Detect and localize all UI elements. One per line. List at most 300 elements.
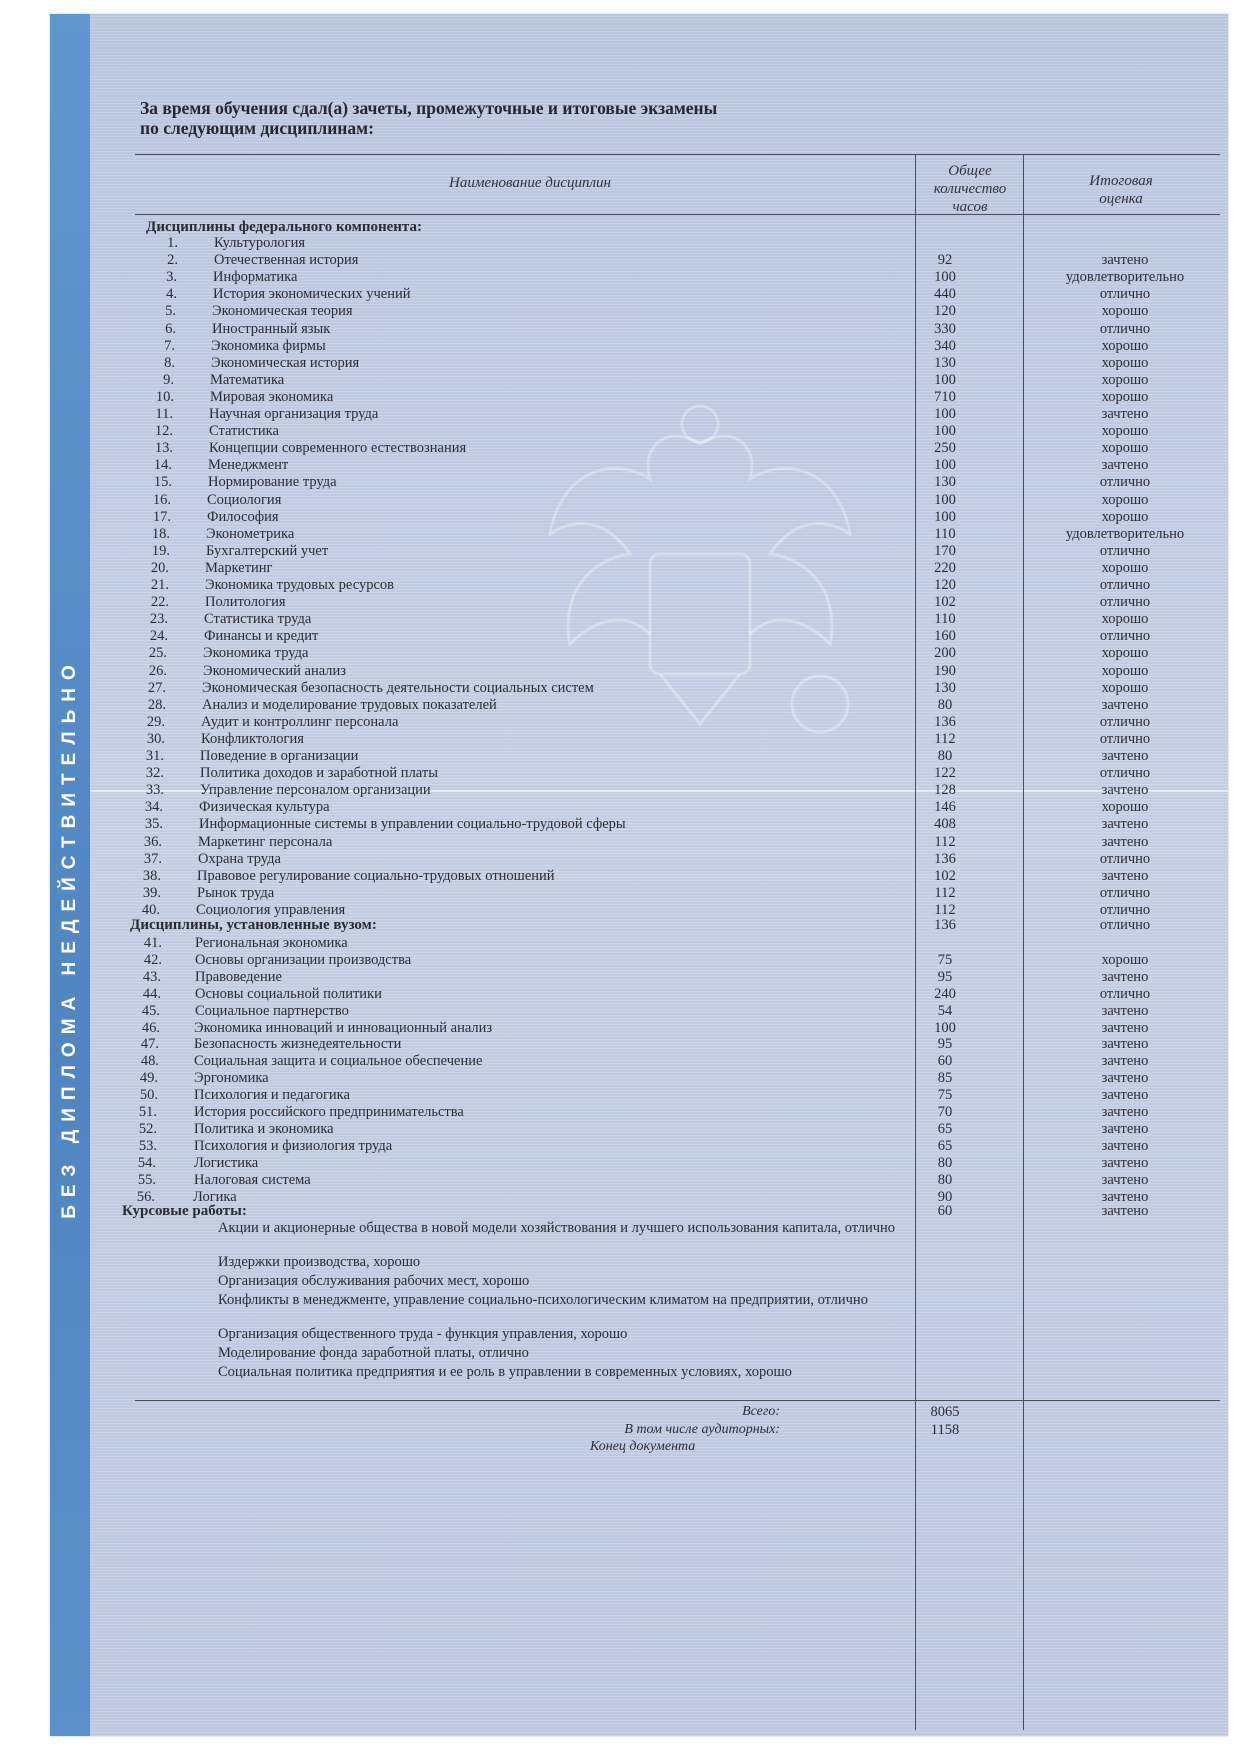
hours-cell: 100 (934, 491, 956, 508)
table-row (50, 1103, 1228, 1121)
grade-cell: хорошо (1101, 799, 1149, 816)
hours-cell: 100 (934, 423, 956, 440)
university-header-values (50, 916, 1228, 934)
discipline-name: Рынок труда (197, 884, 275, 901)
hours-cell: 130 (934, 354, 956, 371)
discipline-name: Нормирование труда (208, 474, 337, 491)
table-row (50, 405, 1228, 423)
hours-cell: 75 (937, 951, 953, 968)
discipline-name: Социальное партнерство (195, 1002, 349, 1019)
table-row (50, 542, 1228, 560)
grade-cell: хорошо (1101, 679, 1149, 696)
grade-cell: зачтено (1101, 1104, 1149, 1120)
row-number: 14. (153, 457, 172, 474)
table-row (50, 867, 1228, 885)
grade-cell: хорошо (1101, 951, 1149, 968)
grade-cell: зачтено (1101, 1120, 1149, 1137)
row-number: 51. (138, 1104, 157, 1120)
table-row (50, 285, 1228, 303)
coursework-item: Конфликты в менеджменте, управление социально-психологическим климатом на предприятии, отлично (218, 1292, 868, 1308)
grade-cell: зачтено (1101, 1070, 1149, 1087)
discipline-name: Математика (210, 371, 285, 388)
grade-cell: зачтено (1101, 833, 1149, 850)
table-row (50, 1120, 1228, 1138)
grade-cell: зачтено (1101, 816, 1149, 833)
grade-cell: удовлетворительно (1065, 525, 1185, 542)
table-row (50, 764, 1228, 782)
table-totals-rule (135, 1400, 1220, 1401)
table-row (50, 1052, 1228, 1070)
hours-cell: 60 (937, 1053, 953, 1070)
row-number: 8. (164, 354, 175, 371)
discipline-name: Экономическая безопасность деятельности социальных систем (202, 679, 594, 696)
table-row (50, 968, 1228, 986)
hours-cell: 110 (934, 611, 956, 628)
table-row (50, 662, 1228, 680)
hours-cell: 70 (937, 1104, 953, 1120)
hours-cell: 170 (934, 542, 956, 559)
discipline-name: Экономика труда (203, 645, 309, 662)
grade-cell: зачтено (1101, 696, 1149, 713)
hours-cell: 90 (937, 1188, 953, 1205)
table-row (50, 781, 1228, 799)
table-row (50, 1154, 1228, 1172)
row-number: 26. (148, 662, 167, 679)
grade-cell: отлично (1099, 917, 1151, 933)
discipline-name: Научная организация труда (209, 406, 379, 422)
column-header-name: Наименование дисциплин (449, 175, 611, 191)
table-row (50, 337, 1228, 355)
hours-cell: 200 (934, 645, 956, 662)
grade-cell: удовлетворительно (1065, 269, 1185, 286)
table-row (50, 320, 1228, 338)
discipline-name: Политика и экономика (194, 1120, 334, 1137)
table-row (50, 951, 1228, 969)
discipline-name: Мировая экономика (210, 388, 334, 405)
hours-cell: 146 (934, 799, 956, 816)
hours-cell: 136 (934, 713, 956, 730)
table-row (50, 268, 1228, 286)
discipline-name: Менеджмент (208, 457, 289, 474)
discipline-name: Маркетинг (205, 559, 273, 576)
section-federal: Дисциплины федерального компонента: (146, 219, 422, 235)
row-number: 19. (151, 542, 170, 559)
grade-cell: зачтено (1101, 1137, 1149, 1154)
hours-cell: 160 (934, 628, 956, 645)
discipline-name: Политология (205, 594, 286, 611)
hours-cell: 120 (934, 577, 956, 593)
discipline-name: Экономическая история (211, 354, 360, 371)
discipline-name: Управление персоналом организации (200, 782, 431, 799)
hours-cell: 110 (934, 525, 956, 542)
table-row (50, 473, 1228, 491)
hours-cell: 100 (934, 269, 956, 286)
hours-cell: 80 (937, 1171, 953, 1188)
row-number: 20. (150, 559, 169, 576)
coursework-header-values (50, 1202, 1228, 1220)
discipline-name: Охрана труда (198, 850, 281, 867)
coursework-item: Организация обслуживания рабочих мест, хорошо (218, 1273, 530, 1289)
row-number: 47. (140, 1036, 159, 1053)
hours-cell: 80 (937, 1154, 953, 1171)
grade-cell: зачтено (1101, 782, 1149, 799)
table-row (50, 730, 1228, 748)
hours-cell: 120 (934, 303, 956, 320)
discipline-name: Поведение в организации (200, 748, 359, 764)
row-number: 3. (166, 269, 177, 286)
discipline-name: Физическая культура (199, 799, 330, 816)
document-sheet (50, 14, 1228, 1736)
row-number: 54. (137, 1154, 156, 1171)
grade-cell: хорошо (1101, 388, 1149, 405)
grade-cell: зачтено (1101, 1203, 1149, 1219)
hours-cell: 250 (934, 440, 956, 457)
table-row (50, 388, 1228, 406)
discipline-name: Безопасность жизнедеятельности (194, 1036, 402, 1053)
row-number: 52. (138, 1120, 157, 1137)
row-number: 44. (142, 985, 161, 1002)
heading-line-1: За время обучения сдал(а) зачеты, промежуточные и итоговые экзамены (140, 98, 718, 118)
row-number: 10. (155, 388, 174, 405)
table-row (50, 525, 1228, 543)
row-number: 35. (144, 816, 163, 833)
grade-cell: зачтено (1101, 1188, 1149, 1205)
grade-cell: отлично (1099, 713, 1151, 730)
row-number: 9. (163, 371, 174, 388)
table-row (50, 833, 1228, 851)
discipline-name: Конфликтология (201, 730, 304, 747)
row-number: 42. (143, 951, 162, 968)
table-row (50, 371, 1228, 389)
discipline-name: Иностранный язык (212, 320, 331, 337)
grade-cell: зачтено (1101, 748, 1149, 764)
hours-cell: 112 (934, 884, 956, 901)
hours-cell: 65 (937, 1120, 953, 1137)
hours-cell: 80 (937, 696, 953, 713)
row-number: 39. (142, 884, 161, 901)
hours-cell: 190 (934, 662, 956, 679)
discipline-name: Логистика (194, 1154, 259, 1171)
discipline-name: Эргономика (194, 1070, 269, 1087)
grade-cell: отлично (1099, 577, 1151, 593)
grade-cell: отлично (1099, 730, 1151, 747)
grade-cell: зачтено (1101, 1036, 1149, 1053)
hours-cell: 85 (937, 1070, 953, 1087)
total-label: Всего: (742, 1404, 780, 1419)
table-top-rule (135, 154, 1220, 155)
hours-cell: 95 (937, 1036, 953, 1053)
grade-cell: хорошо (1101, 371, 1149, 388)
table-row (50, 713, 1228, 731)
row-number: 53. (138, 1137, 157, 1154)
total-value: 8065 (930, 1404, 960, 1420)
row-number: 7. (164, 337, 175, 354)
discipline-name: Региональная экономика (195, 935, 348, 951)
row-number: 40. (141, 901, 160, 918)
row-number: 49. (139, 1070, 158, 1087)
auditory-value: 1158 (930, 1422, 960, 1438)
row-number: 23. (149, 611, 168, 628)
hours-cell: 220 (934, 559, 956, 576)
hours-cell: 136 (934, 850, 956, 867)
hours-cell: 102 (934, 594, 956, 611)
discipline-name: Статистика труда (204, 611, 312, 628)
hours-cell: 240 (934, 985, 956, 1002)
hours-cell: 130 (934, 679, 956, 696)
discipline-name: История российского предпринимательства (194, 1104, 464, 1120)
row-number: 27. (147, 679, 166, 696)
grade-cell: отлично (1099, 901, 1151, 918)
row-number: 30. (146, 730, 165, 747)
grade-cell: зачтено (1101, 1087, 1149, 1104)
discipline-name: Правоведение (195, 968, 282, 985)
table-row (50, 1171, 1228, 1189)
grade-cell: отлично (1099, 286, 1151, 303)
table-row (50, 696, 1228, 714)
hours-cell: 128 (934, 782, 956, 799)
discipline-name: Экономика фирмы (211, 337, 326, 354)
hours-cell: 440 (934, 286, 956, 303)
hours-cell: 136 (934, 917, 956, 933)
discipline-name: История экономических учений (213, 286, 411, 303)
grade-cell: отлично (1099, 474, 1151, 491)
discipline-name: Психология и педагогика (194, 1087, 350, 1104)
hours-cell: 100 (934, 406, 956, 422)
table-row (50, 679, 1228, 697)
table-row (50, 1137, 1228, 1155)
document-heading (140, 98, 960, 138)
table-header-rule (135, 214, 1220, 215)
row-number: 46. (141, 1019, 160, 1036)
table-row (50, 422, 1228, 440)
row-number: 25. (148, 645, 167, 662)
row-number: 41. (143, 935, 162, 951)
section-coursework: Курсовые работы: (122, 1203, 247, 1219)
table-row (50, 985, 1228, 1003)
discipline-name: Отечественная история (214, 252, 359, 269)
row-number: 5. (165, 303, 176, 320)
grade-cell: зачтено (1101, 406, 1149, 422)
table-row (50, 1035, 1228, 1053)
row-number: 15. (153, 474, 172, 491)
coursework-item: Организация общественного труда - функция управления, хорошо (218, 1326, 628, 1342)
hours-cell: 112 (934, 901, 956, 918)
grade-cell: хорошо (1101, 440, 1149, 457)
discipline-name: Экономический анализ (203, 662, 346, 679)
discipline-name: Анализ и моделирование трудовых показателей (202, 696, 497, 713)
discipline-name: Статистика (209, 423, 279, 440)
column-header-hours: Общее количество часов (933, 163, 1007, 215)
row-number: 13. (154, 440, 173, 457)
coursework-item: Социальная политика предприятия и ее роль в управлении в современных условиях, хорошо (218, 1364, 792, 1380)
row-number: 55. (137, 1171, 156, 1188)
hours-cell: 60 (937, 1203, 953, 1219)
coursework-item: Издержки производства, хорошо (218, 1254, 421, 1270)
row-number: 43. (142, 968, 161, 985)
discipline-name: Социология (207, 491, 282, 508)
row-number: 22. (150, 594, 169, 611)
column-header-grade: Итоговая оценка (1089, 173, 1153, 207)
table-row (50, 610, 1228, 628)
hours-cell: 100 (934, 457, 956, 474)
table-row (50, 934, 1228, 952)
discipline-name: Основы социальной политики (195, 985, 382, 1002)
discipline-name: Правовое регулирование социально-трудовых отношений (197, 867, 555, 884)
grade-cell: хорошо (1101, 662, 1149, 679)
grade-cell: хорошо (1101, 303, 1149, 320)
grade-cell: отлично (1099, 884, 1151, 901)
grade-cell: зачтено (1101, 1154, 1149, 1171)
grade-cell: зачтено (1101, 252, 1149, 269)
heading-line-2: по следующим дисциплинам: (140, 118, 374, 138)
grade-cell: хорошо (1101, 491, 1149, 508)
grade-cell: зачтено (1101, 1053, 1149, 1070)
row-number: 2. (167, 252, 178, 269)
hours-cell: 95 (937, 968, 953, 985)
discipline-name: Экономика трудовых ресурсов (205, 577, 395, 593)
grade-cell: хорошо (1101, 423, 1149, 440)
table-row (50, 747, 1228, 765)
discipline-name: Налоговая система (194, 1171, 311, 1188)
hours-cell: 102 (934, 867, 956, 884)
hours-cell: 100 (934, 371, 956, 388)
discipline-name: Политика доходов и заработной платы (200, 765, 438, 782)
grade-cell: зачтено (1101, 1171, 1149, 1188)
row-number: 11. (155, 406, 173, 422)
row-number: 28. (147, 696, 166, 713)
table-row (50, 850, 1228, 868)
table-row (50, 593, 1228, 611)
hours-cell: 65 (937, 1137, 953, 1154)
grade-cell: отлично (1099, 542, 1151, 559)
side-stripe-text: БЕЗ ДИПЛОМА НЕДЕЙСТВИТЕЛЬНО (59, 657, 80, 1219)
grade-cell: зачтено (1101, 867, 1149, 884)
row-number: 21. (150, 577, 169, 593)
table-row (50, 798, 1228, 816)
table-row (50, 508, 1228, 526)
row-number: 56. (136, 1188, 155, 1205)
table-row (50, 302, 1228, 320)
table-row (50, 439, 1228, 457)
discipline-name: Информационные системы в управлении социально-трудовой сферы (199, 816, 626, 833)
row-number: 32. (145, 765, 164, 782)
hours-cell: 122 (934, 765, 956, 782)
grade-cell: хорошо (1101, 508, 1149, 525)
grade-cell: отлично (1099, 765, 1151, 782)
grade-cell: хорошо (1101, 337, 1149, 354)
row-number: 34. (144, 799, 163, 816)
coursework-item: Акции и акционерные общества в новой модели хозяйствования и лучшего использования капитала, отлично (218, 1220, 896, 1236)
hours-cell: 100 (934, 1019, 956, 1036)
table-row (50, 1086, 1228, 1104)
table-row (50, 576, 1228, 594)
grade-cell: отлично (1099, 985, 1151, 1002)
row-number: 45. (141, 1002, 160, 1019)
table-row (50, 559, 1228, 577)
grade-cell: хорошо (1101, 645, 1149, 662)
row-number: 48. (140, 1053, 159, 1070)
row-number: 1. (167, 235, 178, 251)
row-number: 31. (145, 748, 164, 764)
grade-cell: зачтено (1101, 1002, 1149, 1019)
grade-cell: хорошо (1101, 611, 1149, 628)
grade-cell: отлично (1099, 320, 1151, 337)
hours-cell: 340 (934, 337, 956, 354)
grade-cell: хорошо (1101, 354, 1149, 371)
hours-cell: 100 (934, 508, 956, 525)
section-university: Дисциплины, установленные вузом: (130, 917, 377, 933)
table-row (50, 627, 1228, 645)
hours-cell: 92 (937, 252, 953, 269)
discipline-name: Социальная защита и социальное обеспечение (194, 1053, 483, 1070)
row-number: 16. (152, 491, 171, 508)
hours-cell: 75 (937, 1087, 953, 1104)
hours-cell: 112 (934, 833, 956, 850)
discipline-name: Философия (207, 508, 279, 525)
hours-cell: 112 (934, 730, 956, 747)
discipline-name: Эконометрика (206, 525, 295, 542)
discipline-name: Культурология (214, 235, 306, 251)
table-row (50, 644, 1228, 662)
end-of-document: Конец документа (590, 1439, 696, 1454)
grade-cell: отлично (1099, 850, 1151, 867)
row-number: 33. (145, 782, 164, 799)
discipline-name: Аудит и контроллинг персонала (201, 713, 399, 730)
coursework-item: Моделирование фонда заработной платы, отлично (218, 1345, 529, 1361)
hours-cell: 330 (934, 320, 956, 337)
table-row (50, 1069, 1228, 1087)
row-number: 38. (142, 867, 161, 884)
discipline-name: Бухгалтерский учет (206, 542, 329, 559)
table-row (50, 234, 1228, 252)
grade-cell: зачтено (1101, 457, 1149, 474)
row-number: 4. (166, 286, 177, 303)
row-number: 18. (151, 525, 170, 542)
discipline-name: Психология и физиология труда (194, 1137, 393, 1154)
grade-cell: отлично (1099, 594, 1151, 611)
row-number: 6. (165, 320, 176, 337)
table-row (50, 491, 1228, 509)
hours-cell: 710 (934, 388, 956, 405)
hours-cell: 80 (937, 748, 953, 764)
grade-cell: зачтено (1101, 968, 1149, 985)
hours-cell: 54 (937, 1002, 953, 1019)
table-row (50, 1002, 1228, 1020)
row-number: 37. (143, 850, 162, 867)
discipline-name: Основы организации производства (195, 951, 412, 968)
table-row (50, 815, 1228, 833)
table-row (50, 456, 1228, 474)
discipline-name: Социология управления (196, 901, 346, 918)
row-number: 36. (143, 833, 162, 850)
discipline-name: Информатика (213, 269, 298, 286)
table-row (50, 884, 1228, 902)
row-number: 50. (139, 1087, 158, 1104)
row-number: 24. (149, 628, 168, 645)
table-row (50, 1019, 1228, 1037)
grade-cell: зачтено (1101, 1019, 1149, 1036)
discipline-name: Концепции современного естествознания (209, 440, 467, 457)
discipline-name: Логика (193, 1188, 237, 1205)
grade-cell: хорошо (1101, 559, 1149, 576)
row-number: 12. (154, 423, 173, 440)
table-row (50, 251, 1228, 269)
table-row (50, 354, 1228, 372)
grade-cell: отлично (1099, 628, 1151, 645)
auditory-label: В том числе аудиторных: (624, 1422, 780, 1437)
hours-cell: 130 (934, 474, 956, 491)
row-number: 29. (146, 713, 165, 730)
